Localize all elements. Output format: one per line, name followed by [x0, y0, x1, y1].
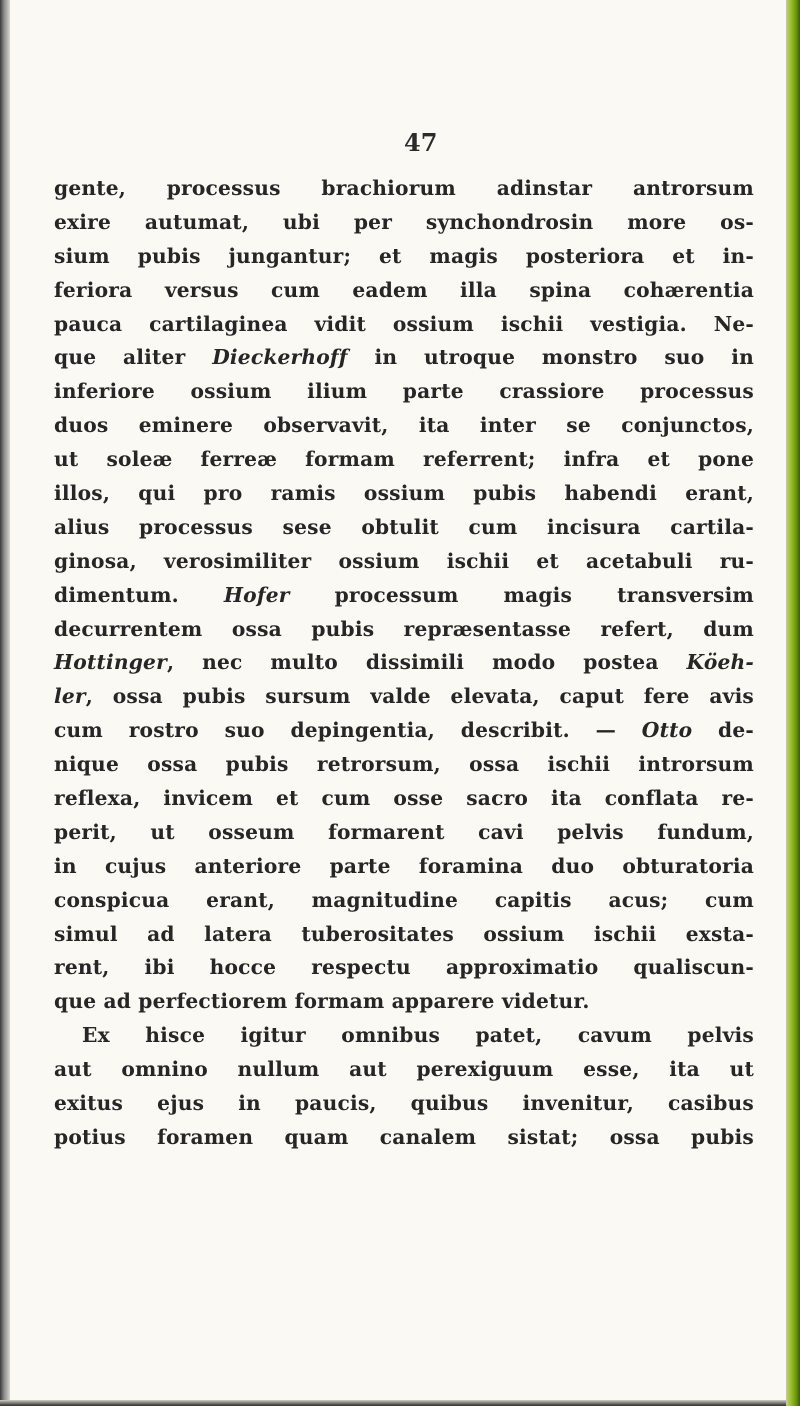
text-segment: decurrentem ossa pubis repræsentasse refert, dum: [54, 616, 754, 641]
text-segment: conspicua erant, magnitudine capitis acus; cum: [54, 887, 754, 912]
text-segment: illos, qui pro ramis ossium pubis habendi erant,: [54, 481, 754, 506]
author-name: ler: [54, 684, 86, 709]
author-name: Dieckerhoff: [212, 345, 348, 370]
text-segment: dimentum.: [54, 582, 224, 607]
text-line: [54, 748, 754, 782]
text-line: [54, 1121, 754, 1155]
text-segment: ut soleæ ferreæ formam referrent; infra et pone: [54, 447, 754, 472]
text-segment: processum magis transversim: [289, 582, 754, 607]
text-line: [54, 240, 754, 274]
text-segment: rent, ibi hocce respectu approximatio qualiscun-: [54, 955, 754, 980]
text-line: [54, 172, 754, 206]
text-line: [54, 1087, 754, 1121]
text-segment: cum rostro suo depingentia, describit. —: [54, 718, 642, 743]
text-line: [54, 341, 754, 375]
text-line: [54, 206, 754, 240]
text-segment: exitus ejus in paucis, quibus invenitur, casibus: [54, 1091, 754, 1116]
text-segment: de-: [692, 718, 754, 743]
text-line: [54, 816, 754, 850]
text-line: [54, 782, 754, 816]
text-segment: alius processus sese obtulit cum incisura cartila-: [54, 514, 754, 539]
text-line: [54, 714, 754, 748]
text-segment: potius foramen quam canalem sistat; ossa pubis: [54, 1124, 754, 1149]
text-segment: Ex hisce igitur omnibus patet, cavum pelvis: [82, 1023, 754, 1048]
text-segment: simul ad latera tuberositates ossium ischii exsta-: [54, 921, 754, 946]
text-segment: duos eminere observavit, ita inter se conjunctos,: [54, 413, 754, 438]
author-name: Hofer: [223, 582, 290, 607]
text-segment: ginosa, verosimiliter ossium ischii et acetabuli ru-: [54, 548, 754, 573]
page-right-edge: [786, 0, 800, 1406]
text-line: [54, 579, 754, 613]
text-line: [54, 443, 754, 477]
text-line: [54, 545, 754, 579]
text-segment: feriora versus cum eadem illa spina cohærentia: [54, 277, 754, 302]
text-line: [54, 918, 754, 952]
author-name: Otto: [641, 718, 693, 743]
text-line: [54, 409, 754, 443]
text-line: [54, 646, 754, 680]
text-line: [54, 951, 754, 985]
text-line: [54, 477, 754, 511]
author-name: Köeh-: [686, 650, 754, 675]
text-line: [54, 1019, 754, 1053]
text-segment: gente, processus brachiorum adinstar antrorsum: [54, 176, 754, 200]
text-line: [54, 375, 754, 409]
text-segment: nique ossa pubis retrorsum, ossa ischii introrsum: [54, 752, 754, 777]
text-segment: reflexa, invicem et cum osse sacro ita conflata re-: [54, 786, 754, 811]
text-line: [54, 511, 754, 545]
text-segment: pauca cartilaginea vidit ossium ischii vestigia. Ne-: [54, 311, 754, 336]
text-line: [54, 613, 754, 647]
text-segment: , nec multo dissimili modo postea: [166, 650, 687, 675]
text-segment: sium pubis jungantur; et magis posteriora et in-: [54, 243, 754, 268]
text-segment: que ad perfectiorem formam apparere videtur.: [54, 989, 590, 1014]
text-segment: , ossa pubis sursum valde elevata, caput fere avis: [85, 684, 754, 709]
text-line: [54, 985, 754, 1019]
page-number: 47: [404, 128, 438, 157]
text-segment: inferiore ossium ilium parte crassiore processus: [54, 379, 754, 404]
text-segment: exire autumat, ubi per synchondrosin more os-: [54, 209, 754, 234]
text-line: [54, 850, 754, 884]
author-name: Hottinger: [54, 650, 167, 675]
text-segment: aut omnino nullum aut perexiguum esse, ita ut: [54, 1057, 754, 1082]
text-line: [54, 884, 754, 918]
text-segment: perit, ut osseum formarent cavi pelvis fundum,: [54, 819, 754, 844]
text-line: [54, 1053, 754, 1087]
text-line: [54, 274, 754, 308]
page-bottom-edge: [0, 1400, 786, 1406]
page-binding-edge: [0, 0, 10, 1406]
body-text: [54, 172, 754, 1155]
text-segment: in utroque monstro suo in: [347, 345, 754, 370]
text-line: [54, 680, 754, 714]
text-segment: in cujus anteriore parte foramina duo obturatoria: [54, 853, 754, 878]
text-segment: que aliter: [54, 345, 213, 370]
text-line: [54, 308, 754, 342]
